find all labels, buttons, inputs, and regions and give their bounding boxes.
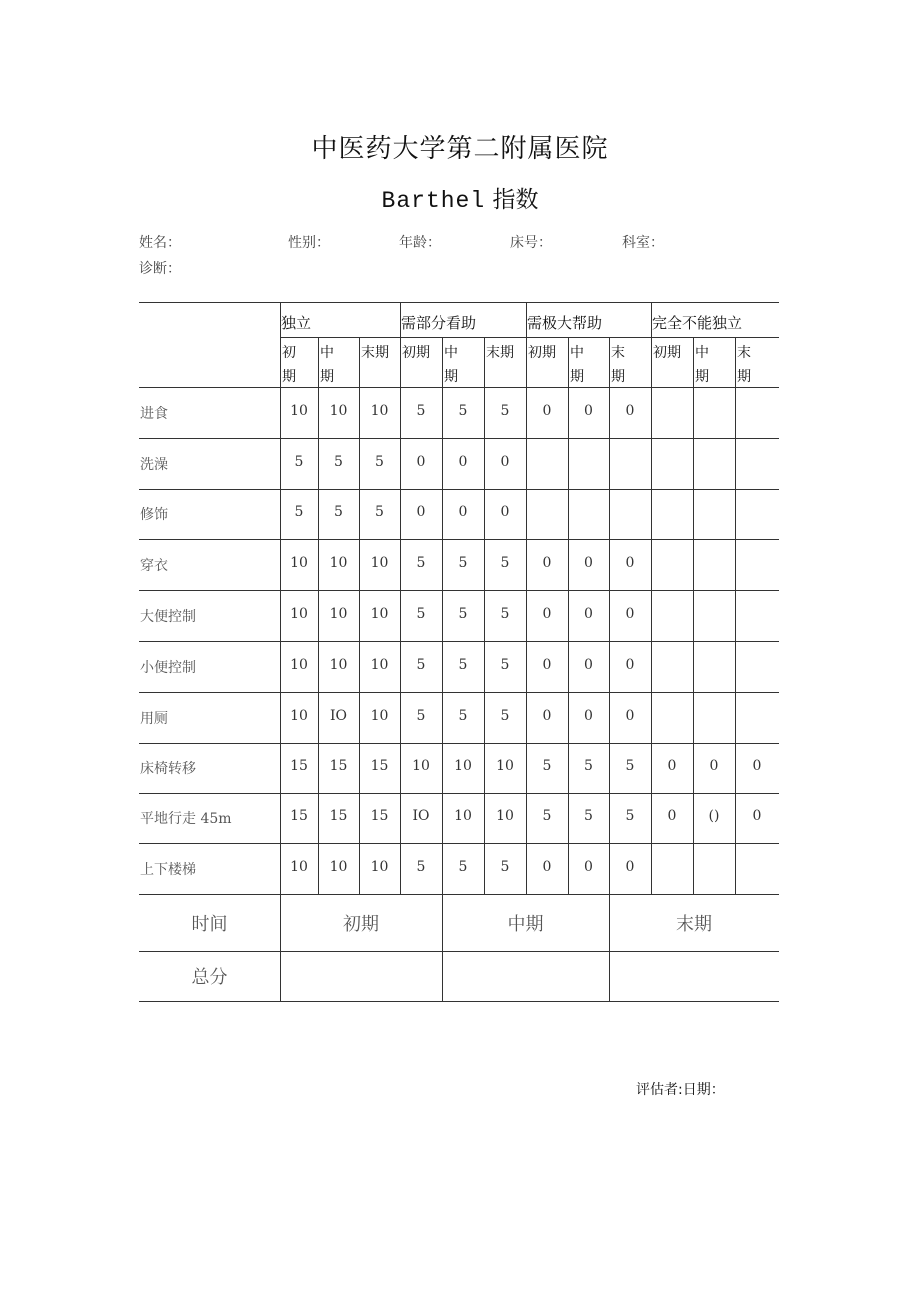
score-cell: 0 — [542, 554, 552, 571]
score-cell: 0 — [458, 504, 468, 520]
score-cell: 10 — [370, 554, 389, 571]
score-cell: 0 — [458, 453, 468, 470]
row-label: 上下楼梯 — [140, 861, 196, 878]
score-cell: 0 — [584, 656, 593, 673]
table-top-border — [139, 302, 779, 303]
score-cell: 0 — [542, 402, 552, 419]
dept-label: 科室： — [622, 235, 664, 251]
score-cell: 15 — [370, 758, 389, 774]
score-cell: 0 — [500, 504, 510, 520]
score-cell: 10 — [290, 554, 308, 571]
score-cell: 0 — [667, 758, 677, 774]
group-column-divider — [526, 302, 527, 894]
period-label: 末期 — [676, 913, 712, 935]
score-cell: 10 — [370, 656, 389, 673]
row-divider — [139, 590, 779, 591]
row-divider — [139, 438, 779, 439]
score-cell: 0 — [542, 707, 552, 724]
score-cell: 15 — [290, 808, 308, 824]
row-label: 用厕 — [140, 710, 168, 727]
score-cell: 0 — [752, 808, 762, 824]
bed-label: 床号： — [510, 235, 552, 251]
row-divider — [139, 743, 779, 744]
score-cell: 0 — [625, 858, 635, 875]
name-label: 姓名： — [139, 235, 181, 251]
score-cell: 10 — [329, 605, 348, 622]
score-cell: 0 — [584, 605, 593, 622]
page-subtitle — [0, 181, 920, 214]
row-divider — [139, 894, 779, 895]
total-label: 总分 — [191, 967, 228, 988]
score-cell: 5 — [416, 858, 426, 875]
score-cell: 0 — [416, 504, 426, 520]
score-cell: 5 — [458, 554, 468, 571]
row-label: 大便控制 — [140, 608, 196, 625]
row-divider — [139, 539, 779, 540]
subtitle-cn: 指数 — [492, 187, 539, 213]
score-cell: 0 — [709, 758, 719, 774]
time-label: 时间 — [191, 913, 228, 935]
row-label: 修饰 — [140, 507, 168, 523]
score-cell: 5 — [294, 453, 304, 470]
score-cell: 0 — [542, 858, 552, 875]
score-cell: 15 — [290, 758, 308, 774]
row-divider — [139, 641, 779, 642]
score-cell: 0 — [667, 808, 677, 824]
score-cell: 5 — [334, 453, 343, 470]
group-header: 需极大帮助 — [527, 314, 603, 332]
score-cell: IO — [329, 707, 347, 724]
score-cell: 0 — [542, 656, 552, 673]
score-cell: 0 — [625, 605, 635, 622]
group-header-divider — [280, 337, 779, 338]
score-cell: 10 — [290, 656, 308, 673]
score-cell: () — [708, 808, 720, 824]
score-cell: 10 — [290, 707, 308, 724]
score-cell: 10 — [454, 758, 472, 774]
score-cell: 10 — [329, 402, 348, 419]
period-subheader: 中 期 — [695, 345, 709, 385]
period-subheader: 初期 — [653, 345, 681, 361]
row-divider — [139, 489, 779, 490]
period-subheader: 初期 — [402, 345, 430, 361]
score-cell: 15 — [329, 808, 348, 824]
period-label: 初期 — [343, 913, 379, 935]
score-cell: 5 — [334, 504, 343, 520]
score-cell: 5 — [416, 656, 426, 673]
time-row-divider — [139, 951, 779, 952]
score-cell: 5 — [542, 808, 552, 824]
score-cell: 5 — [500, 858, 510, 875]
score-cell: 10 — [496, 758, 514, 774]
group-header: 需部分看助 — [401, 314, 477, 332]
score-cell: 5 — [458, 402, 468, 419]
score-cell: 0 — [500, 453, 510, 470]
score-cell: 10 — [370, 707, 389, 724]
score-cell: 10 — [290, 858, 308, 875]
score-cell: 5 — [542, 758, 552, 774]
score-cell: 5 — [458, 858, 468, 875]
score-cell: 0 — [584, 554, 593, 571]
score-cell: 10 — [329, 656, 348, 673]
period-subheader: 初 期 — [282, 345, 296, 385]
score-cell: 5 — [500, 605, 510, 622]
score-cell: 5 — [416, 402, 426, 419]
score-cell: 0 — [625, 656, 635, 673]
score-cell: 0 — [625, 707, 635, 724]
score-cell: 10 — [329, 858, 348, 875]
row-divider — [139, 692, 779, 693]
period-subheader: 中 期 — [320, 345, 334, 385]
score-cell: 5 — [416, 707, 426, 724]
score-cell: 5 — [625, 808, 635, 824]
row-label: 床椅转移 — [140, 761, 196, 777]
score-cell: 5 — [294, 504, 304, 520]
period-subheader: 中 期 — [444, 345, 458, 385]
row-divider — [139, 843, 779, 844]
score-cell: 0 — [752, 758, 762, 774]
score-cell: 5 — [500, 402, 510, 419]
age-label: 年龄： — [399, 235, 441, 251]
period-subheader: 末期 — [361, 345, 389, 361]
score-cell: 5 — [458, 707, 468, 724]
score-cell: 10 — [290, 605, 308, 622]
score-cell: 0 — [584, 402, 593, 419]
score-cell: 10 — [370, 858, 389, 875]
group-column-divider — [400, 302, 401, 894]
table-bottom-border — [139, 1001, 779, 1002]
score-cell: 15 — [370, 808, 389, 824]
score-cell: 10 — [412, 758, 430, 774]
score-cell: 5 — [500, 656, 510, 673]
score-cell: 5 — [500, 554, 510, 571]
score-cell: 15 — [329, 758, 348, 774]
assessor-date-label: 评估者:日期： — [636, 1082, 725, 1098]
gender-label: 性别： — [288, 235, 330, 251]
group-column-divider — [651, 302, 652, 894]
score-cell: 0 — [625, 402, 635, 419]
row-label: 小便控制 — [140, 659, 196, 676]
row-label: 平地行走 45m — [140, 811, 232, 827]
period-subheader: 初期 — [528, 345, 556, 361]
score-cell: 5 — [625, 758, 635, 774]
diagnosis-label: 诊断： — [139, 261, 181, 277]
score-cell: 10 — [496, 808, 514, 824]
row-label: 穿衣 — [140, 557, 168, 574]
row-divider — [139, 793, 779, 794]
score-cell: 5 — [375, 453, 384, 470]
score-cell: 10 — [370, 402, 389, 419]
group-header: 独立 — [281, 314, 312, 332]
score-cell: 5 — [458, 656, 468, 673]
group-header: 完全不能独立 — [652, 314, 743, 332]
row-label: 洗澡 — [140, 456, 168, 473]
score-cell: 10 — [329, 554, 348, 571]
score-cell: 5 — [416, 605, 426, 622]
subtitle-latin: Barthel — [381, 188, 486, 214]
score-cell: 5 — [375, 504, 384, 520]
score-cell: IO — [412, 808, 430, 824]
row-label: 进食 — [140, 405, 168, 422]
score-cell: 0 — [625, 554, 635, 571]
score-cell: 0 — [584, 858, 593, 875]
score-cell: 5 — [584, 758, 593, 774]
score-cell: 5 — [416, 554, 426, 571]
period-label: 中期 — [507, 913, 544, 935]
score-cell: 10 — [454, 808, 472, 824]
score-cell: 5 — [500, 707, 510, 724]
score-cell: 0 — [416, 453, 426, 470]
score-cell: 0 — [542, 605, 552, 622]
period-subheader: 末 期 — [737, 345, 751, 385]
score-cell: 5 — [458, 605, 468, 622]
page-title: 中医药大学第二附属医院 — [311, 134, 609, 164]
score-cell: 5 — [584, 808, 593, 824]
score-cell: 10 — [290, 402, 308, 419]
score-cell: 10 — [370, 605, 389, 622]
score-cell: 0 — [584, 707, 593, 724]
period-subheader: 末 期 — [611, 345, 625, 385]
period-subheader: 末期 — [486, 345, 514, 361]
period-subheader: 中 期 — [570, 345, 584, 385]
